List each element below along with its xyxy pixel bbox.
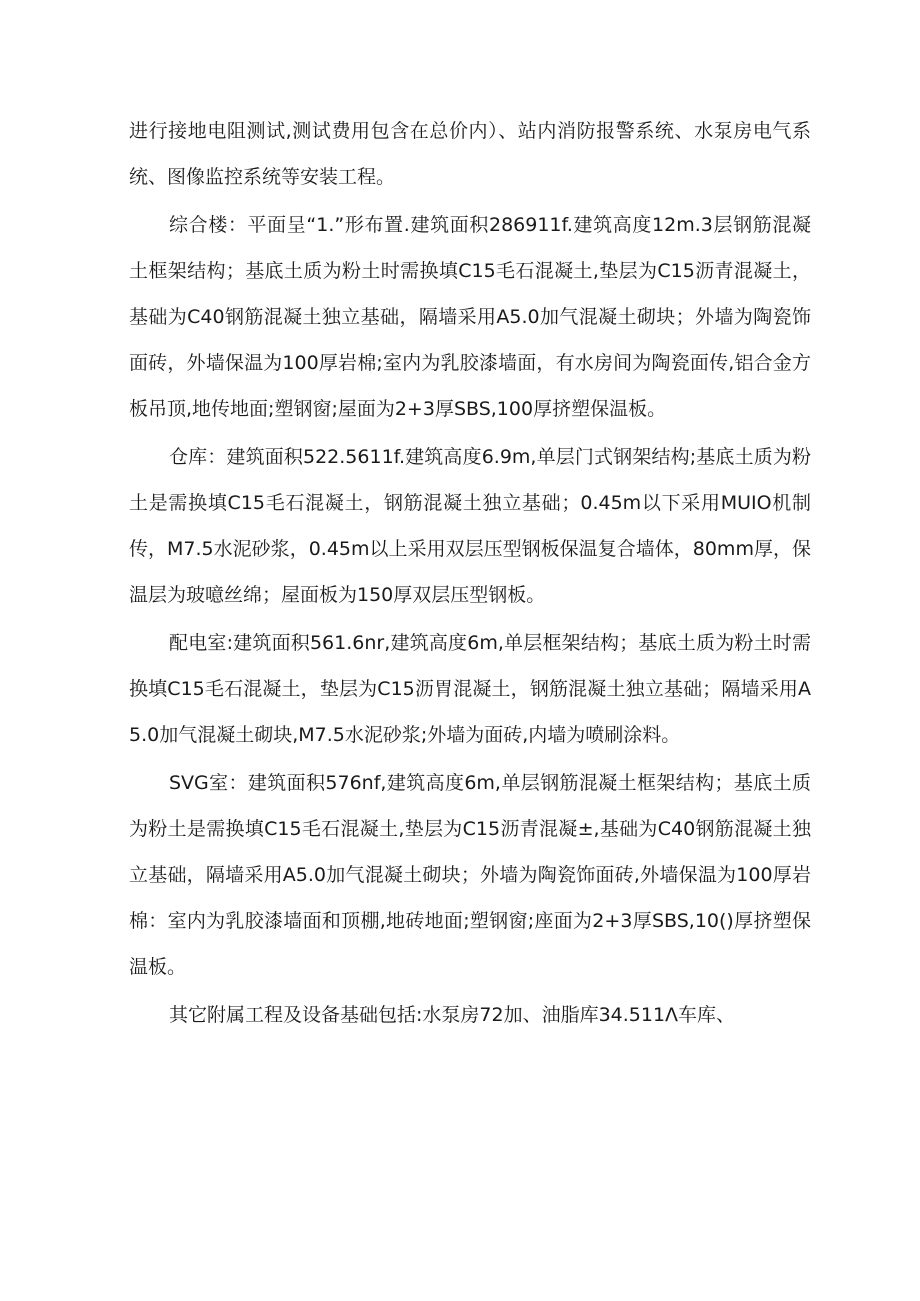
paragraph-svg-room: SVG室：建筑面积576nf,建筑高度6m,单层钢筋混凝土框架结构；基底土质为粉土是需换填C15毛石混凝土,垫层为C15沥青混凝±,基础为C40钢筋混凝土独立基础，隔墙采用A5.0加气混凝土砌块；外墙为陶瓷饰面砖,外墙保温为100厚岩棉：室内为乳胶漆墙面和顶棚,地砖地面;塑钢窗;座面为2+3厚SBS,10()厚挤塑保温板。 — [129, 772, 811, 978]
paragraph-auxiliary-works: 其它附属工程及设备基础包括:水泵房72加、油脂库34.511Λ车库、 — [169, 1004, 736, 1026]
paragraph-distribution-room: 配电室:建筑面积561.6nr,建筑高度6m,单层框架结构；基底土质为粉土时需换填C15毛石混凝土，垫层为C15沥胃混凝土，钢筋混凝土独立基础；隔墙采用A5.0加气混凝土砌块,M7.5水泥砂浆;外墙为面砖,内墙为喷刷涂料。 — [129, 632, 811, 746]
paragraph-continuation: 进行接地电阻测试,测试费用包含在总价内）、站内消防报警系统、水泵房电气系统、图像监控系统等安装工程。 — [129, 120, 811, 188]
document-body — [129, 108, 811, 1038]
paragraph-comprehensive-building: 综合楼：平面呈“1.”形布置.建筑面积286911f.建筑高度12m.3层钢筋混凝土框架结构；基底土质为粉土时需换填C15毛石混凝土,垫层为C15沥青混凝土，基础为C40钢筋混凝土独立基础，隔墙采用A5.0加气混凝土砌块；外墙为陶瓷饰面砖，外墙保温为100厚岩棉;室内为乳胶漆墙面，有水房间为陶瓷面传,铝合金方板吊顶,地传地面;塑钢窗;屋面为2+3厚SBS,100厚挤塑保温板。 — [129, 214, 811, 420]
paragraph-warehouse: 仓库：建筑面积522.5611f.建筑高度6.9m,单层门式钢架结构;基底土质为粉土是需换填C15毛石混凝土，钢筋混凝土独立基础；0.45m以下采用MUIO机制传，M7.5水泥砂浆，0.45m以上采用双层压型钢板保温复合墙体，80mm厚，保温层为玻噫丝绵；屋面板为150厚双层压型钢板。 — [129, 446, 811, 606]
